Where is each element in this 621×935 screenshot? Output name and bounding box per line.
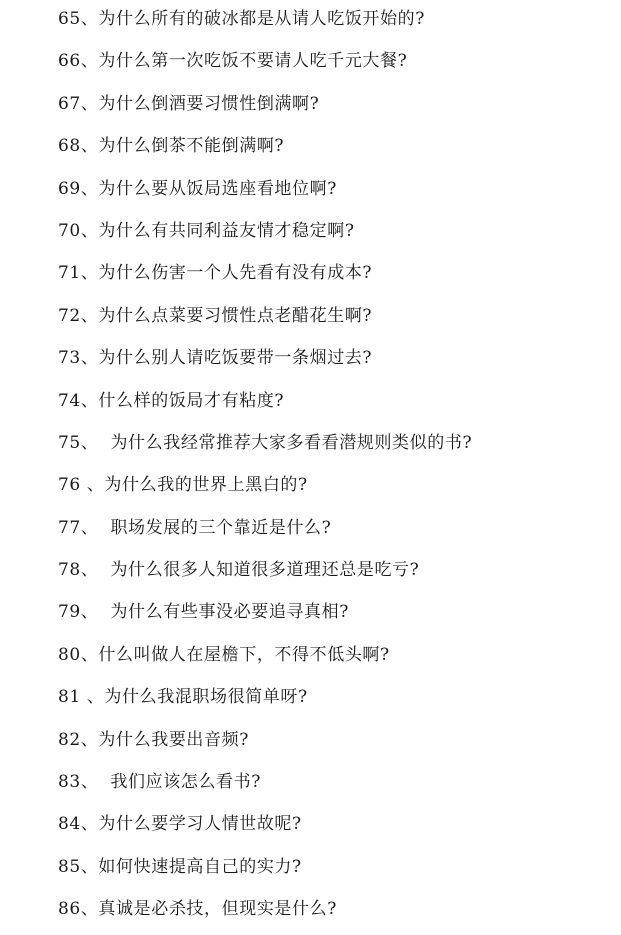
list-item: 70、为什么有共同利益友情才稳定啊? bbox=[58, 220, 355, 241]
list-item: 72、为什么点菜要习惯性点老醋花生啊? bbox=[58, 305, 373, 326]
list-item: 73、为什么别人请吃饭要带一条烟过去? bbox=[58, 348, 373, 369]
list-item: 69、为什么要从饭局选座看地位啊? bbox=[58, 178, 337, 199]
list-item: 75、 为什么我经常推荐大家多看看潜规则类似的书? bbox=[58, 432, 473, 453]
question-list bbox=[58, 2, 618, 935]
list-item: 80、什么叫做人在屋檐下，不得不低头啊? bbox=[58, 644, 390, 665]
list-item: 82、为什么我要出音频? bbox=[58, 729, 249, 750]
list-item: 85、如何快速提高自己的实力? bbox=[58, 856, 302, 877]
list-item: 86、真诚是必杀技，但现实是什么? bbox=[58, 899, 337, 920]
list-item: 71、为什么伤害一个人先看有没有成本? bbox=[58, 263, 373, 284]
list-item: 77、 职场发展的三个靠近是什么? bbox=[58, 517, 332, 538]
list-item: 66、为什么第一次吃饭不要请人吃千元大餐? bbox=[58, 51, 408, 72]
list-item: 67、为什么倒酒要习惯性倒满啊? bbox=[58, 93, 320, 114]
list-item: 78、 为什么很多人知道很多道理还总是吃亏? bbox=[58, 560, 420, 581]
list-item: 81 、为什么我混职场很简单呀? bbox=[58, 687, 308, 708]
list-item: 74、什么样的饭局才有粘度? bbox=[58, 390, 285, 411]
list-item: 76 、为什么我的世界上黑白的? bbox=[58, 475, 308, 496]
list-item: 65、为什么所有的破冰都是从请人吃饭开始的? bbox=[58, 9, 425, 29]
list-item: 79、 为什么有些事没必要追寻真相? bbox=[58, 602, 349, 623]
list-item: 68、为什么倒茶不能倒满啊? bbox=[58, 136, 285, 157]
list-item: 83、 我们应该怎么看书? bbox=[58, 772, 261, 793]
list-item: 84、为什么要学习人情世故呢? bbox=[58, 814, 302, 835]
